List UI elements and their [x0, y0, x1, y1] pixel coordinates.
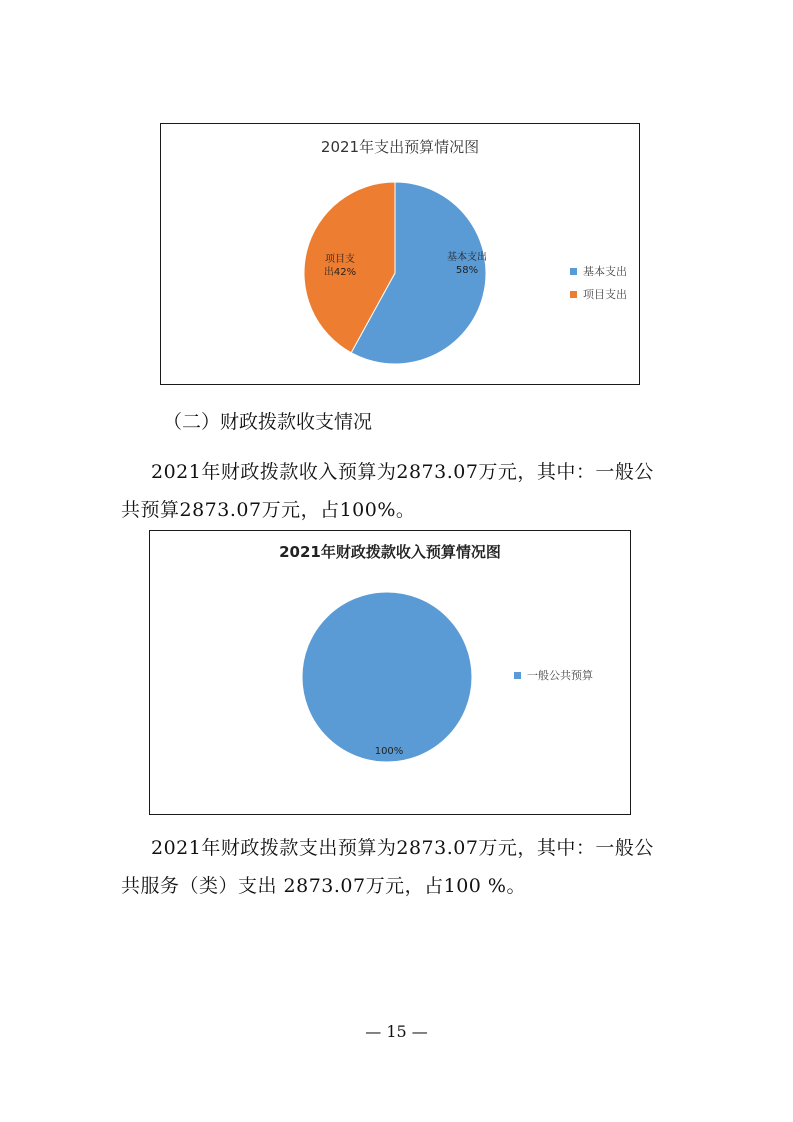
legend-item: [514, 667, 593, 683]
legend-label: 基本支出: [583, 265, 627, 278]
paragraph-expenditure: [121, 829, 681, 905]
chart-legend: [570, 263, 627, 309]
expenditure-budget-chart: [160, 123, 640, 385]
pie-slice-1: [302, 592, 472, 762]
legend-item: [570, 263, 627, 279]
chart-legend: [514, 667, 593, 690]
legend-swatch: [570, 291, 577, 298]
legend-item: [570, 286, 627, 302]
revenue-budget-chart: [149, 530, 631, 815]
section-heading: （二）财政拨款收支情况: [163, 411, 373, 433]
paragraph-line: 2021年财政拨款收入预算为2873.07万元，其中：一般公: [151, 461, 654, 483]
chart-title: 2021年财政拨款收入预算情况图: [279, 543, 501, 561]
legend-label: 项目支出: [583, 288, 627, 301]
chart-title: 2021年支出预算情况图: [320, 138, 480, 156]
pie-data-label: 基本支出 58%: [447, 252, 487, 276]
paragraph-revenue: [121, 453, 681, 529]
pie-chart-svg: [161, 124, 641, 386]
legend-swatch: [514, 672, 521, 679]
legend-label: 一般公共预算: [527, 669, 593, 682]
paragraph-line: 共服务（类）支出 2873.07万元，占100 %。: [121, 875, 526, 897]
page-number: — 15 —: [365, 1022, 428, 1041]
paragraph-line: 共预算2873.07万元，占100%。: [121, 499, 416, 521]
pie-data-label: 100%: [374, 746, 404, 757]
legend-swatch: [570, 268, 577, 275]
paragraph-line: 2021年财政拨款支出预算为2873.07万元，其中：一般公: [151, 837, 654, 859]
pie-data-label: 项目支出42%: [323, 254, 357, 278]
